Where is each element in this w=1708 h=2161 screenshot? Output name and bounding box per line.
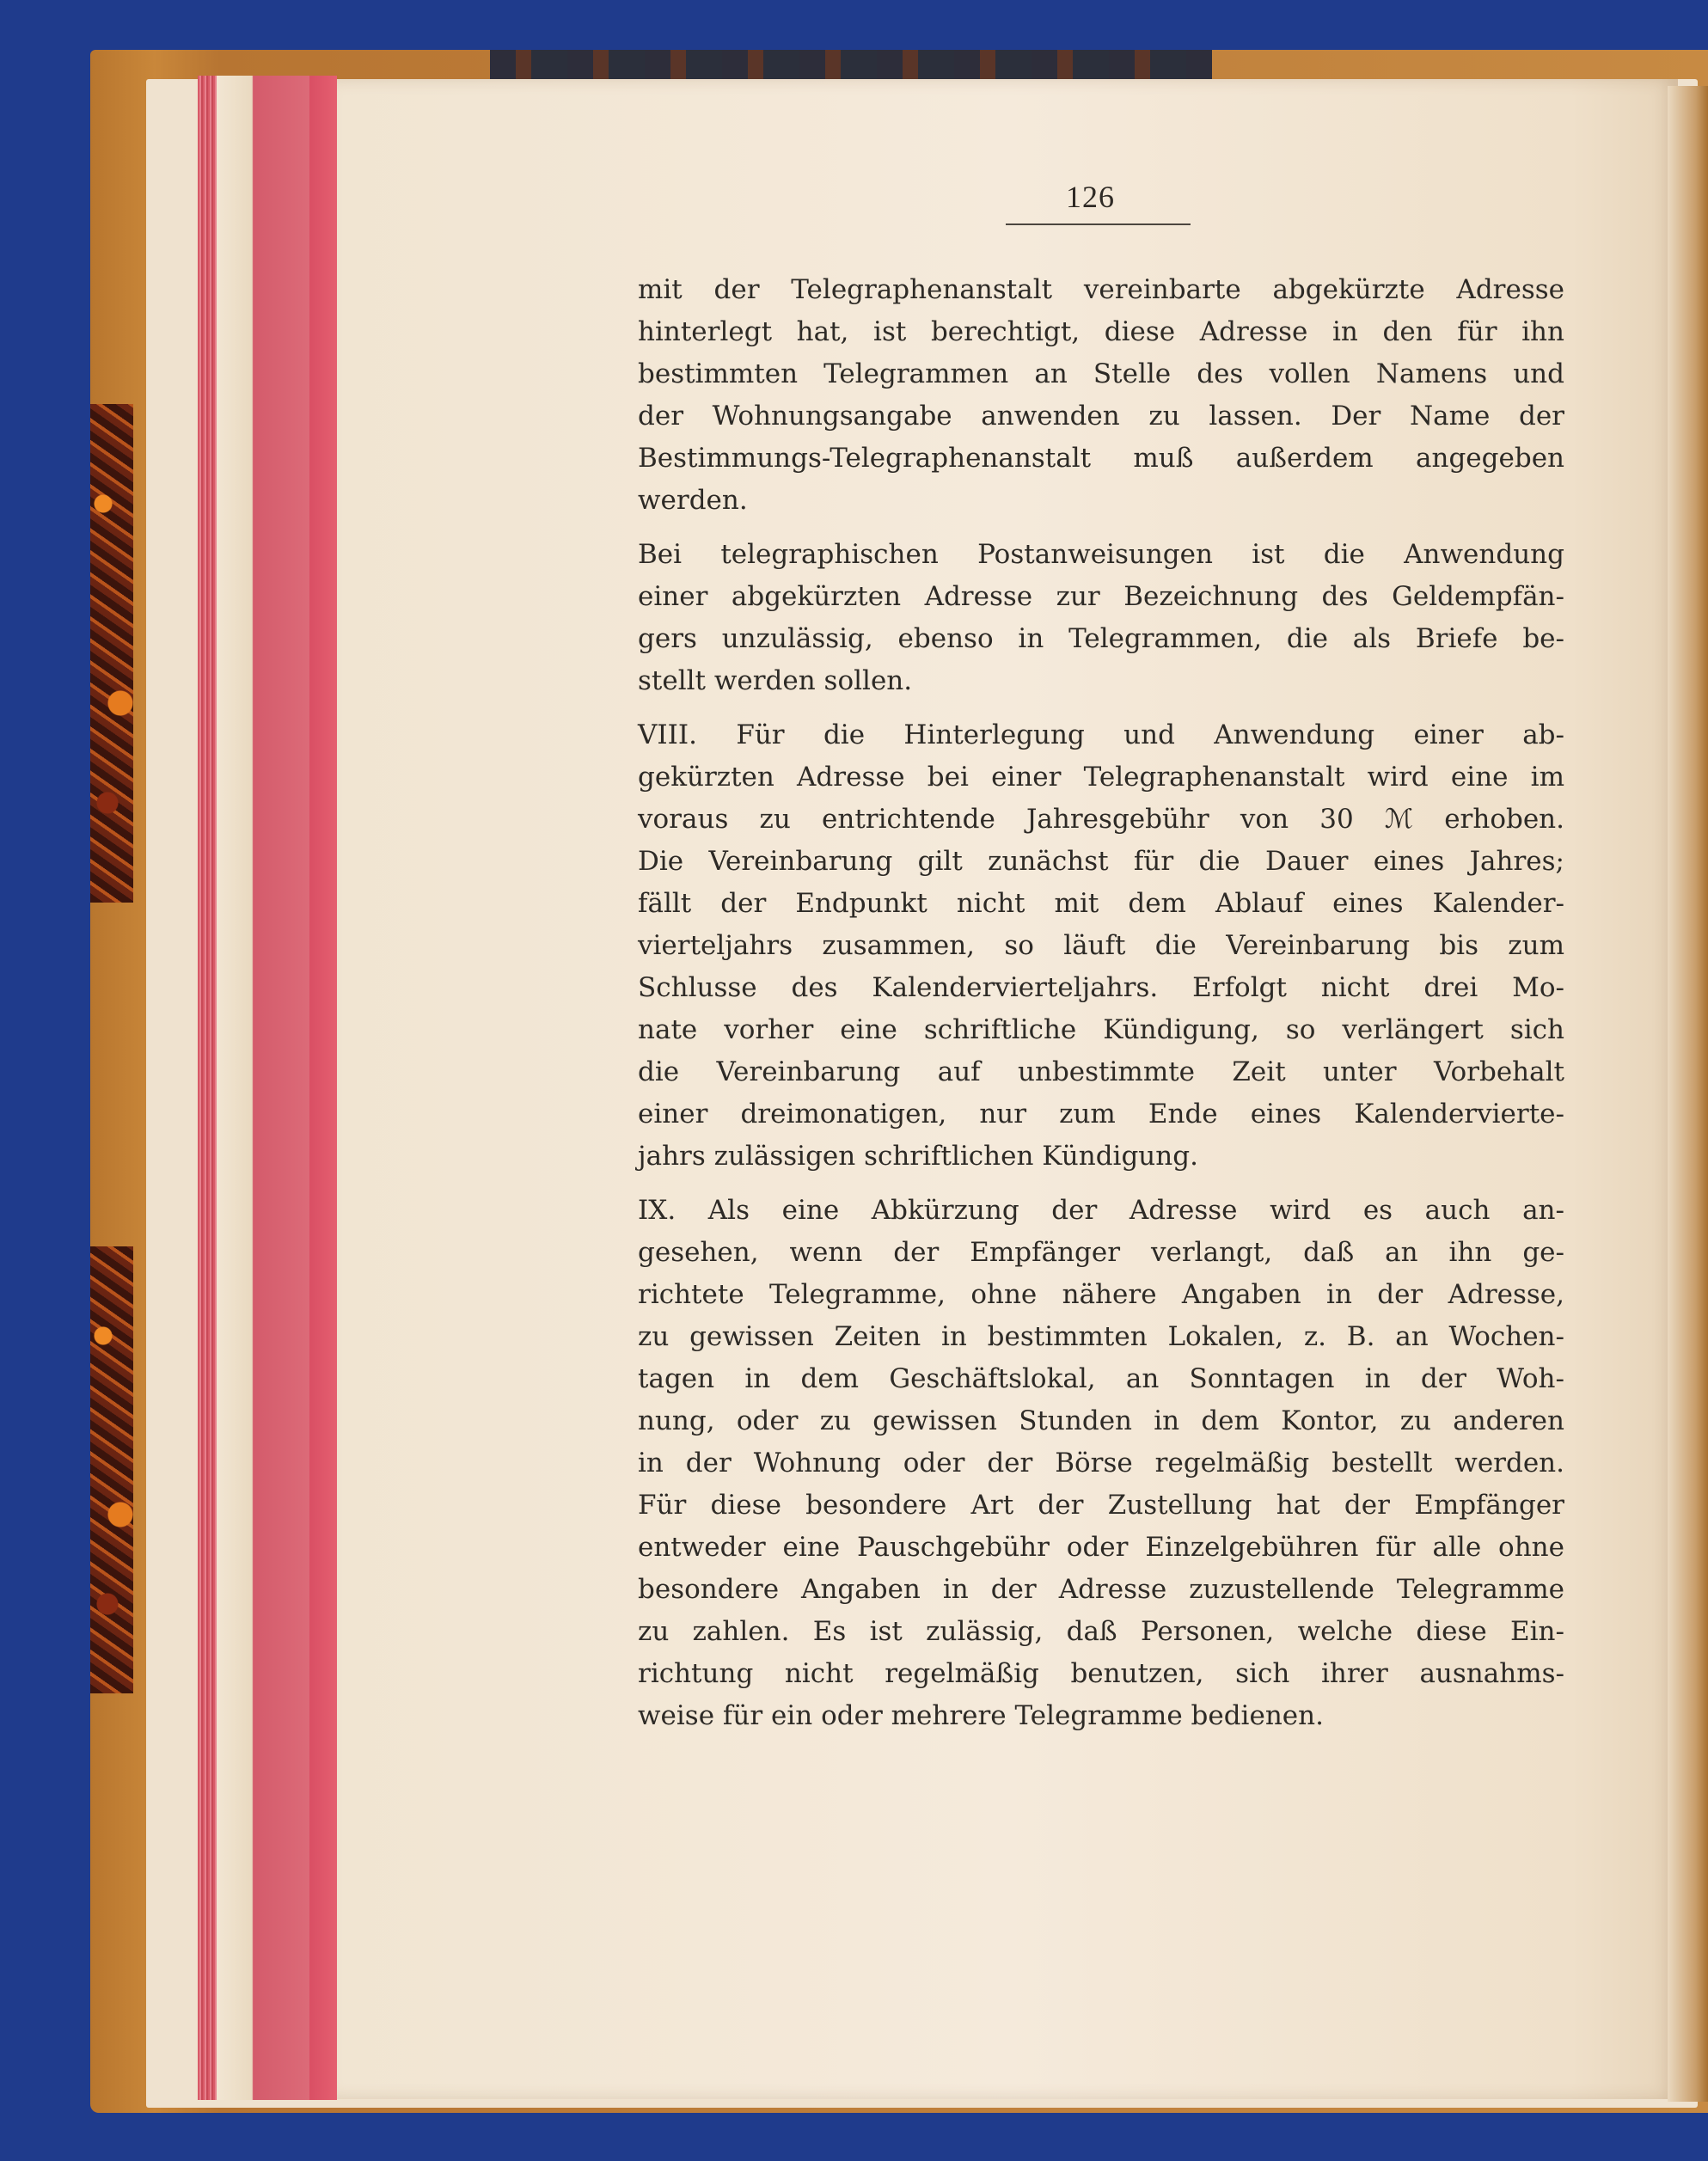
text-line: nate vorher eine schriftliche Kündigung, so verlängert sich <box>638 1014 1564 1045</box>
text-line: weise für ein oder mehrere Telegramme bedienen. <box>638 1700 1324 1731</box>
text-line: Für diese besondere Art der Zustellung hat der Empfänger <box>638 1490 1564 1521</box>
text-line: entweder eine Pauschgebühr oder Einzelgebühren für alle ohne <box>638 1532 1564 1563</box>
text-line: hinterlegt hat, ist berechtigt, diese Adresse in den für ihn <box>638 316 1564 347</box>
red-page-edge <box>198 76 217 2100</box>
text-line: gers unzulässig, ebenso in Telegrammen, die als Briefe be- <box>638 623 1564 654</box>
text-line: Bestimmungs-Telegraphenanstalt muß außerdem angegeben <box>638 443 1564 474</box>
text-line: besondere Angaben in der Adresse zuzustellende Telegramme <box>638 1574 1564 1605</box>
text-line: der Wohnungsangabe anwenden zu lassen. Der Name der <box>638 401 1564 432</box>
text-line: nung, oder zu gewissen Stunden in dem Kontor, zu anderen <box>638 1405 1564 1436</box>
paragraph-spacer <box>638 1178 1564 1190</box>
text-line: die Vereinbarung auf unbestimmte Zeit unter Vorbehalt <box>638 1056 1564 1087</box>
text-line: einer abgekürzten Adresse zur Bezeichnung des Geldempfän- <box>638 581 1564 612</box>
text-line: fällt der Endpunkt nicht mit dem Ablauf eines Kalender- <box>638 888 1564 919</box>
text-line: Schlusse des Kalendervierteljahrs. Erfolgt nicht drei Mo- <box>638 972 1564 1003</box>
marbled-cover-left-lower <box>90 1246 133 1693</box>
page-edge-block <box>217 76 318 2100</box>
paragraph <box>638 269 1564 522</box>
text-line: vierteljahrs zusammen, so läuft die Vereinbarung bis zum <box>638 930 1564 961</box>
paragraph <box>638 534 1564 702</box>
paragraph <box>638 714 1564 1178</box>
page-number: 126 <box>1066 180 1115 214</box>
marbled-cover-top <box>490 50 1212 81</box>
text-line: VIII. Für die Hinterlegung und Anwendung einer ab- <box>638 719 1564 750</box>
text-line: jahrs zulässigen schriftlichen Kündigung. <box>638 1141 1198 1172</box>
page-text <box>638 269 1564 1737</box>
text-line: bestimmten Telegrammen an Stelle des vollen Namens und <box>638 358 1564 389</box>
text-line: gekürzten Adresse bei einer Telegraphenanstalt wird eine im <box>638 762 1564 793</box>
text-line: einer dreimonatigen, nur zum Ende eines Kalendervierte- <box>638 1099 1564 1129</box>
marbled-cover-left-upper <box>90 404 133 903</box>
text-line: zu gewissen Zeiten in bestimmten Lokalen, z. B. an Wochen- <box>638 1321 1564 1352</box>
text-line: Bei telegraphischen Postanweisungen ist die Anwendung <box>638 539 1564 570</box>
text-line: zu zahlen. Es ist zulässig, daß Personen, welche diese Ein- <box>638 1616 1564 1647</box>
paragraph <box>638 1190 1564 1737</box>
paragraph-spacer <box>638 522 1564 534</box>
text-line: in der Wohnung oder der Börse regelmäßig bestellt werden. <box>638 1448 1564 1478</box>
paragraph-spacer <box>638 702 1564 714</box>
text-line: gesehen, wenn der Empfänger verlangt, daß an ihn ge- <box>638 1237 1564 1268</box>
header-rule <box>1006 223 1191 225</box>
page-left-edge <box>309 76 337 2100</box>
text-line: mit der Telegraphenanstalt vereinbarte abgekürzte Adresse <box>638 274 1564 305</box>
text-line: richtete Telegramme, ohne nähere Angaben in der Adresse, <box>638 1279 1564 1310</box>
text-line: richtung nicht regelmäßig benutzen, sich ihrer ausnahms- <box>638 1658 1564 1689</box>
text-line: Die Vereinbarung gilt zunächst für die Dauer eines Jahres; <box>638 846 1564 877</box>
text-line: werden. <box>638 485 748 516</box>
page-right-edge <box>1668 86 1708 2102</box>
text-line: voraus zu entrichtende Jahresgebühr von 30 ℳ erhoben. <box>638 804 1564 835</box>
text-line: stellt werden sollen. <box>638 665 913 696</box>
text-line: IX. Als eine Abkürzung der Adresse wird es auch an- <box>638 1195 1564 1226</box>
text-line: tagen in dem Geschäftslokal, an Sonntagen in der Woh- <box>638 1363 1564 1394</box>
